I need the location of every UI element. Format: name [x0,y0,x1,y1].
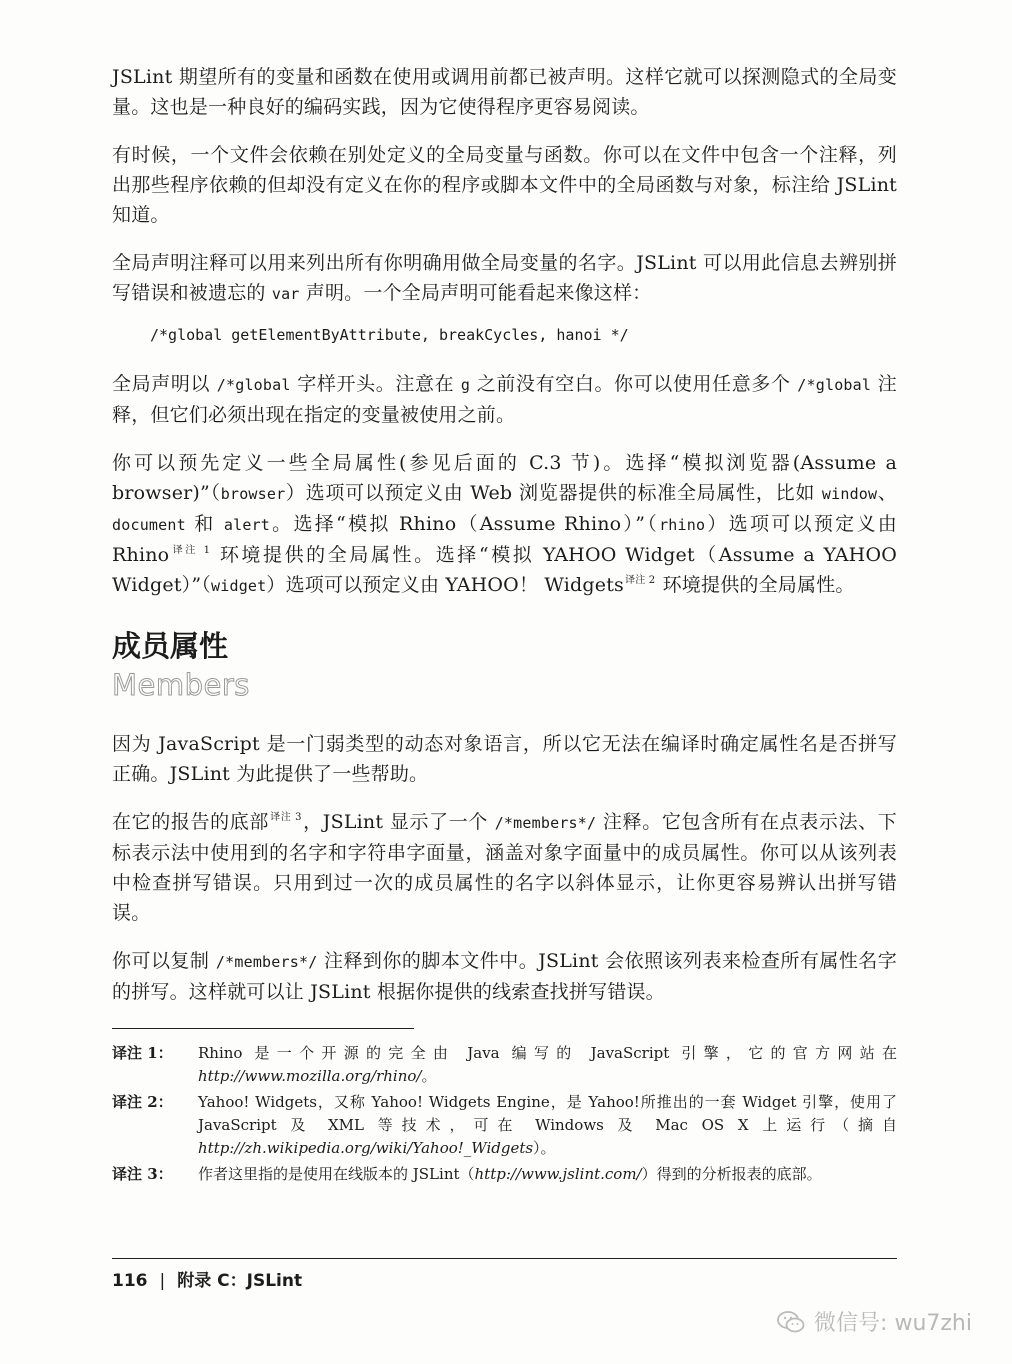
paragraph-1: JSLint 期望所有的变量和函数在使用或调用前都已被声明。这样它就可以探测隐式的全局变量。这也是一种良好的编码实践，因为它使得程序更容易阅读。 [112,66,897,118]
watermark [776,1306,972,1337]
note-ref-3: 译注 3 [270,812,302,823]
note-ref-2: 译注 2 [625,575,656,586]
paragraph-7: 在它的报告的底部$^{译注 3}$，JSLint 显示了一个 /*members*/ 注释。它包含所有在点表示法、下标表示法中使用到的名字和字符串字面量，涵盖对象字面量中的成员属性。你可以从该列表中检查拼写错误。只用到过一次的成员属性的名字以斜体显示，让你更容易辨认出拼写错误。 [112,811,897,924]
page-body [112,62,897,1025]
paragraph-2: 有时候，一个文件会依赖在别处定义的全局变量与函数。你可以在文件中包含一个注释，列出那些程序依赖的但却没有定义在你的程序或脚本文件中的全局函数与对象，标注给 JSLint 知道。 [112,144,897,226]
footnote-link[interactable]: http://www.mozilla.org/rhino/ [198,1067,422,1085]
paragraph-5: 你可以预先定义一些全局属性(参见后面的 C.3 节)。选择“模拟浏览器(Assume a browser)”（browser）选项可以预定义由 Web 浏览器提供的标准全局属性，比如 window、document 和 alert。选择“模拟 Rhino（Assume Rhino）”（rhino）选项可以预定义由 Rhino$^{译注 1}$ 环境提供的全局属性。选择“模拟 YAHOO Widget（Assume a YAHOO Widget）”（widget）选项可以预定义由 YAHOO！ Widgets$^{译注 2}$ 环境提供的全局属性。 [112,452,898,596]
paragraph-6: 因为 JavaScript 是一门弱类型的动态对象语言，所以它无法在编译时确定属性名是否拼写正确。JSLint 为此提供了一些帮助。 [112,733,897,785]
footer-separator: | [159,1271,166,1291]
page-footer [112,1266,302,1291]
paragraph-4: 全局声明以 /*global 字样开头。注意在 g 之前没有空白。你可以使用任意多个 /*global 注释，但它们必须出现在指定的变量被使用之前。 [112,373,897,426]
footnotes [112,1042,897,1189]
footnote-link[interactable]: http://www.jslint.com/ [474,1165,642,1183]
footnote-link[interactable]: http://zh.wikipedia.org/wiki/Yahoo!_Widgets [198,1139,534,1157]
note-ref-1: 译注 1 [170,545,211,556]
wechat-icon [776,1309,806,1335]
footnote-divider [112,1028,414,1029]
footnote-1: 译注 1： Rhino 是一个开源的完全由 Java 编写的 JavaScript 引擎，它的官方网站在 http://www.mozilla.org/rhino/。 [112,1044,897,1085]
footer-section: 附录 C：JSLint [177,1271,303,1291]
page-number: 116 [112,1271,148,1291]
paragraph-3: 全局声明注释可以用来列出所有你明确用做全局变量的名字。JSLint 可以用此信息去辨别拼写错误和被遗忘的 var 声明。一个全局声明可能看起来像这样： [112,252,897,304]
paragraph-8: 你可以复制 /*members*/ 注释到你的脚本文件中。JSLint 会依照该列表来检查所有属性名字的拼写。这样就可以让 JSLint 根据你提供的线索查找拼写错误。 [112,950,897,1003]
watermark-text: 微信号: wu7zhi [814,1311,972,1336]
footnote-2: 译注 2： Yahoo! Widgets，又称 Yahoo! Widgets Engine，是 Yahoo!所推出的一套 Widget 引擎，使用了 JavaScript 及 XML 等技术，可在 Windows 及 Mac OS X 上运行（摘自 http://zh.wikipedia.org/wiki/Yahoo!_Widgets）。 [112,1093,897,1157]
section-subtitle: Members [112,668,250,702]
code-example: /*global getElementByAttribute, breakCycles, hanoi */ [150,326,629,344]
section-title: 成员属性 [112,629,229,663]
footer-divider [112,1258,897,1259]
footnote-3: 译注 3： 作者这里指的是使用在线版本的 JSLint（http://www.jslint.com/）得到的分析报表的底部。 [112,1165,822,1183]
